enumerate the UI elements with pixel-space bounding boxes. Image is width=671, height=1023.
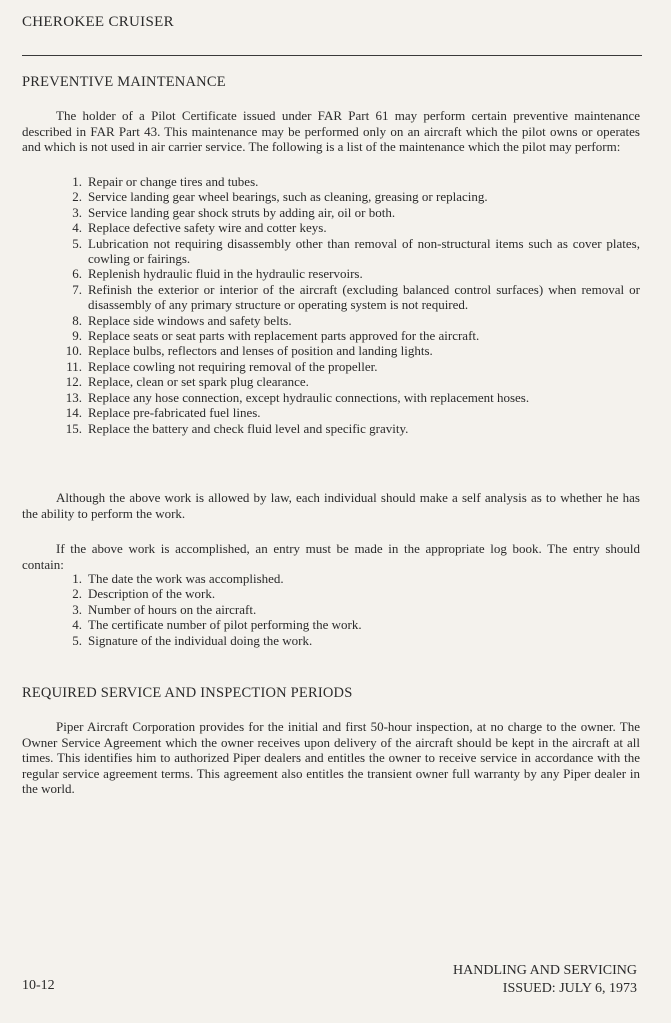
list-item-text: Replace side windows and safety belts. — [88, 312, 292, 328]
list-item-text: Replace any hose connection, except hydraulic connections, with replacement hoses. — [88, 389, 530, 405]
log-entry-text: If the above work is accomplished, an entry must be made in the appropriate log book. The entry should contain: — [22, 541, 640, 572]
list-item — [50, 390, 640, 405]
list-item-text: Replace, clean or set spark plug clearance. — [88, 374, 309, 390]
page-number: 10-12 — [22, 978, 55, 993]
list-item — [50, 405, 640, 420]
maintenance-list — [50, 174, 640, 436]
log-entry-paragraph — [22, 541, 640, 572]
list-item-text: Replace defective safety wire and cotter keys. — [88, 220, 327, 236]
list-item — [50, 266, 640, 281]
footer-section-title: HANDLING AND SERVICING — [453, 963, 637, 978]
list-item — [50, 633, 640, 648]
list-item — [50, 359, 640, 374]
list-item — [50, 374, 640, 389]
list-item-text: Refinish the exterior or interior of the aircraft (excluding balanced control surfaces) when removal or disassembly of any primary structure or operating system is not required. — [88, 281, 640, 313]
list-item-text: Number of hours on the aircraft. — [88, 601, 257, 617]
list-item-number: 9. — [72, 328, 82, 344]
list-item — [50, 328, 640, 343]
list-item — [50, 236, 640, 267]
list-item-number: 14. — [65, 405, 82, 421]
header-divider — [22, 55, 642, 56]
list-item-number: 7. — [72, 281, 82, 297]
list-item-number: 12. — [65, 374, 82, 390]
list-item-text: The date the work was accomplished. — [88, 571, 284, 586]
header-title: CHEROKEE CRUISER — [22, 14, 174, 30]
although-text: Although the above work is allowed by law, each individual should make a self analysis as to whether he has the ability to perform the work. — [22, 490, 640, 521]
list-item-number: 3. — [72, 204, 82, 220]
list-item-text: The certificate number of pilot performing the work. — [88, 617, 362, 633]
list-item-text: Signature of the individual doing the work. — [88, 632, 313, 648]
list-item — [50, 421, 640, 436]
list-item — [50, 282, 640, 313]
preventive-intro-paragraph — [22, 108, 640, 155]
list-item-number: 5. — [72, 632, 82, 648]
list-item — [50, 617, 640, 632]
although-paragraph — [22, 490, 640, 521]
list-item-number: 2. — [72, 189, 82, 205]
required-service-paragraph — [22, 719, 640, 797]
list-item-number: 6. — [72, 266, 82, 282]
list-item — [50, 174, 640, 189]
list-item — [50, 205, 640, 220]
list-item-number: 15. — [65, 420, 82, 436]
list-item-number: 1. — [72, 174, 82, 189]
list-item-text: Service landing gear shock struts by adding air, oil or both. — [88, 204, 396, 220]
list-item-number: 13. — [65, 389, 82, 405]
list-item-text: Description of the work. — [88, 586, 216, 602]
list-item — [50, 343, 640, 358]
list-item-text: Service landing gear wheel bearings, such as cleaning, greasing or replacing. — [88, 189, 488, 205]
footer-block — [453, 962, 637, 998]
list-item-text: Replace cowling not requiring removal of the propeller. — [88, 358, 378, 374]
list-item-text: Replace pre-fabricated fuel lines. — [88, 405, 261, 421]
preventive-maintenance-heading: PREVENTIVE MAINTENANCE — [22, 74, 226, 90]
list-item — [50, 571, 640, 586]
list-item-number: 3. — [72, 601, 82, 617]
list-item-number: 4. — [72, 220, 82, 236]
required-service-text: Piper Aircraft Corporation provides for the initial and first 50-hour inspection, at no charge to the owner. The Owner Service Agreement which the owner receives upon delivery of the aircraft should be kept in the aircraft at all times. This identifies him to authorized Piper dealers and entitles the owner to receive service in accordance with the regular service agreement terms. This agreement also entitles the transient owner full warranty by any Piper dealer in the world. — [22, 719, 640, 796]
list-item-number: 5. — [72, 235, 82, 251]
log-entry-list — [50, 571, 640, 648]
footer-issued-date: ISSUED: JULY 6, 1973 — [502, 981, 637, 996]
list-item-text: Lubrication not requiring disassembly other than removal of non-structural items such as cover plates, cowling or fairings. — [88, 235, 640, 267]
list-item-text: Replace seats or seat parts with replacement parts approved for the aircraft. — [88, 328, 480, 344]
list-item — [50, 586, 640, 601]
list-item-number: 10. — [65, 343, 82, 359]
required-service-heading: REQUIRED SERVICE AND INSPECTION PERIODS — [22, 685, 353, 701]
preventive-intro-text: The holder of a Pilot Certificate issued under FAR Part 61 may perform certain preventive maintenance described in FAR Part 43. This maintenance may be performed only on an aircraft which the pilot owns or operates and which is not used in air carrier service. The following is a list of the maintenance which the pilot may perform: — [22, 108, 640, 154]
list-item-text: Replenish hydraulic fluid in the hydraulic reservoirs. — [88, 266, 363, 282]
list-item-number: 4. — [72, 617, 82, 633]
list-item-text: Repair or change tires and tubes. — [88, 174, 259, 189]
list-item — [50, 189, 640, 204]
list-item-number: 2. — [72, 586, 82, 602]
list-item-number: 1. — [72, 571, 82, 586]
list-item-number: 11. — [66, 358, 82, 374]
list-item-text: Replace the battery and check fluid level and specific gravity. — [88, 420, 409, 436]
list-item-number: 8. — [72, 312, 82, 328]
list-item-text: Replace bulbs, reflectors and lenses of position and landing lights. — [88, 343, 433, 359]
list-item — [50, 602, 640, 617]
list-item — [50, 220, 640, 235]
list-item — [50, 313, 640, 328]
